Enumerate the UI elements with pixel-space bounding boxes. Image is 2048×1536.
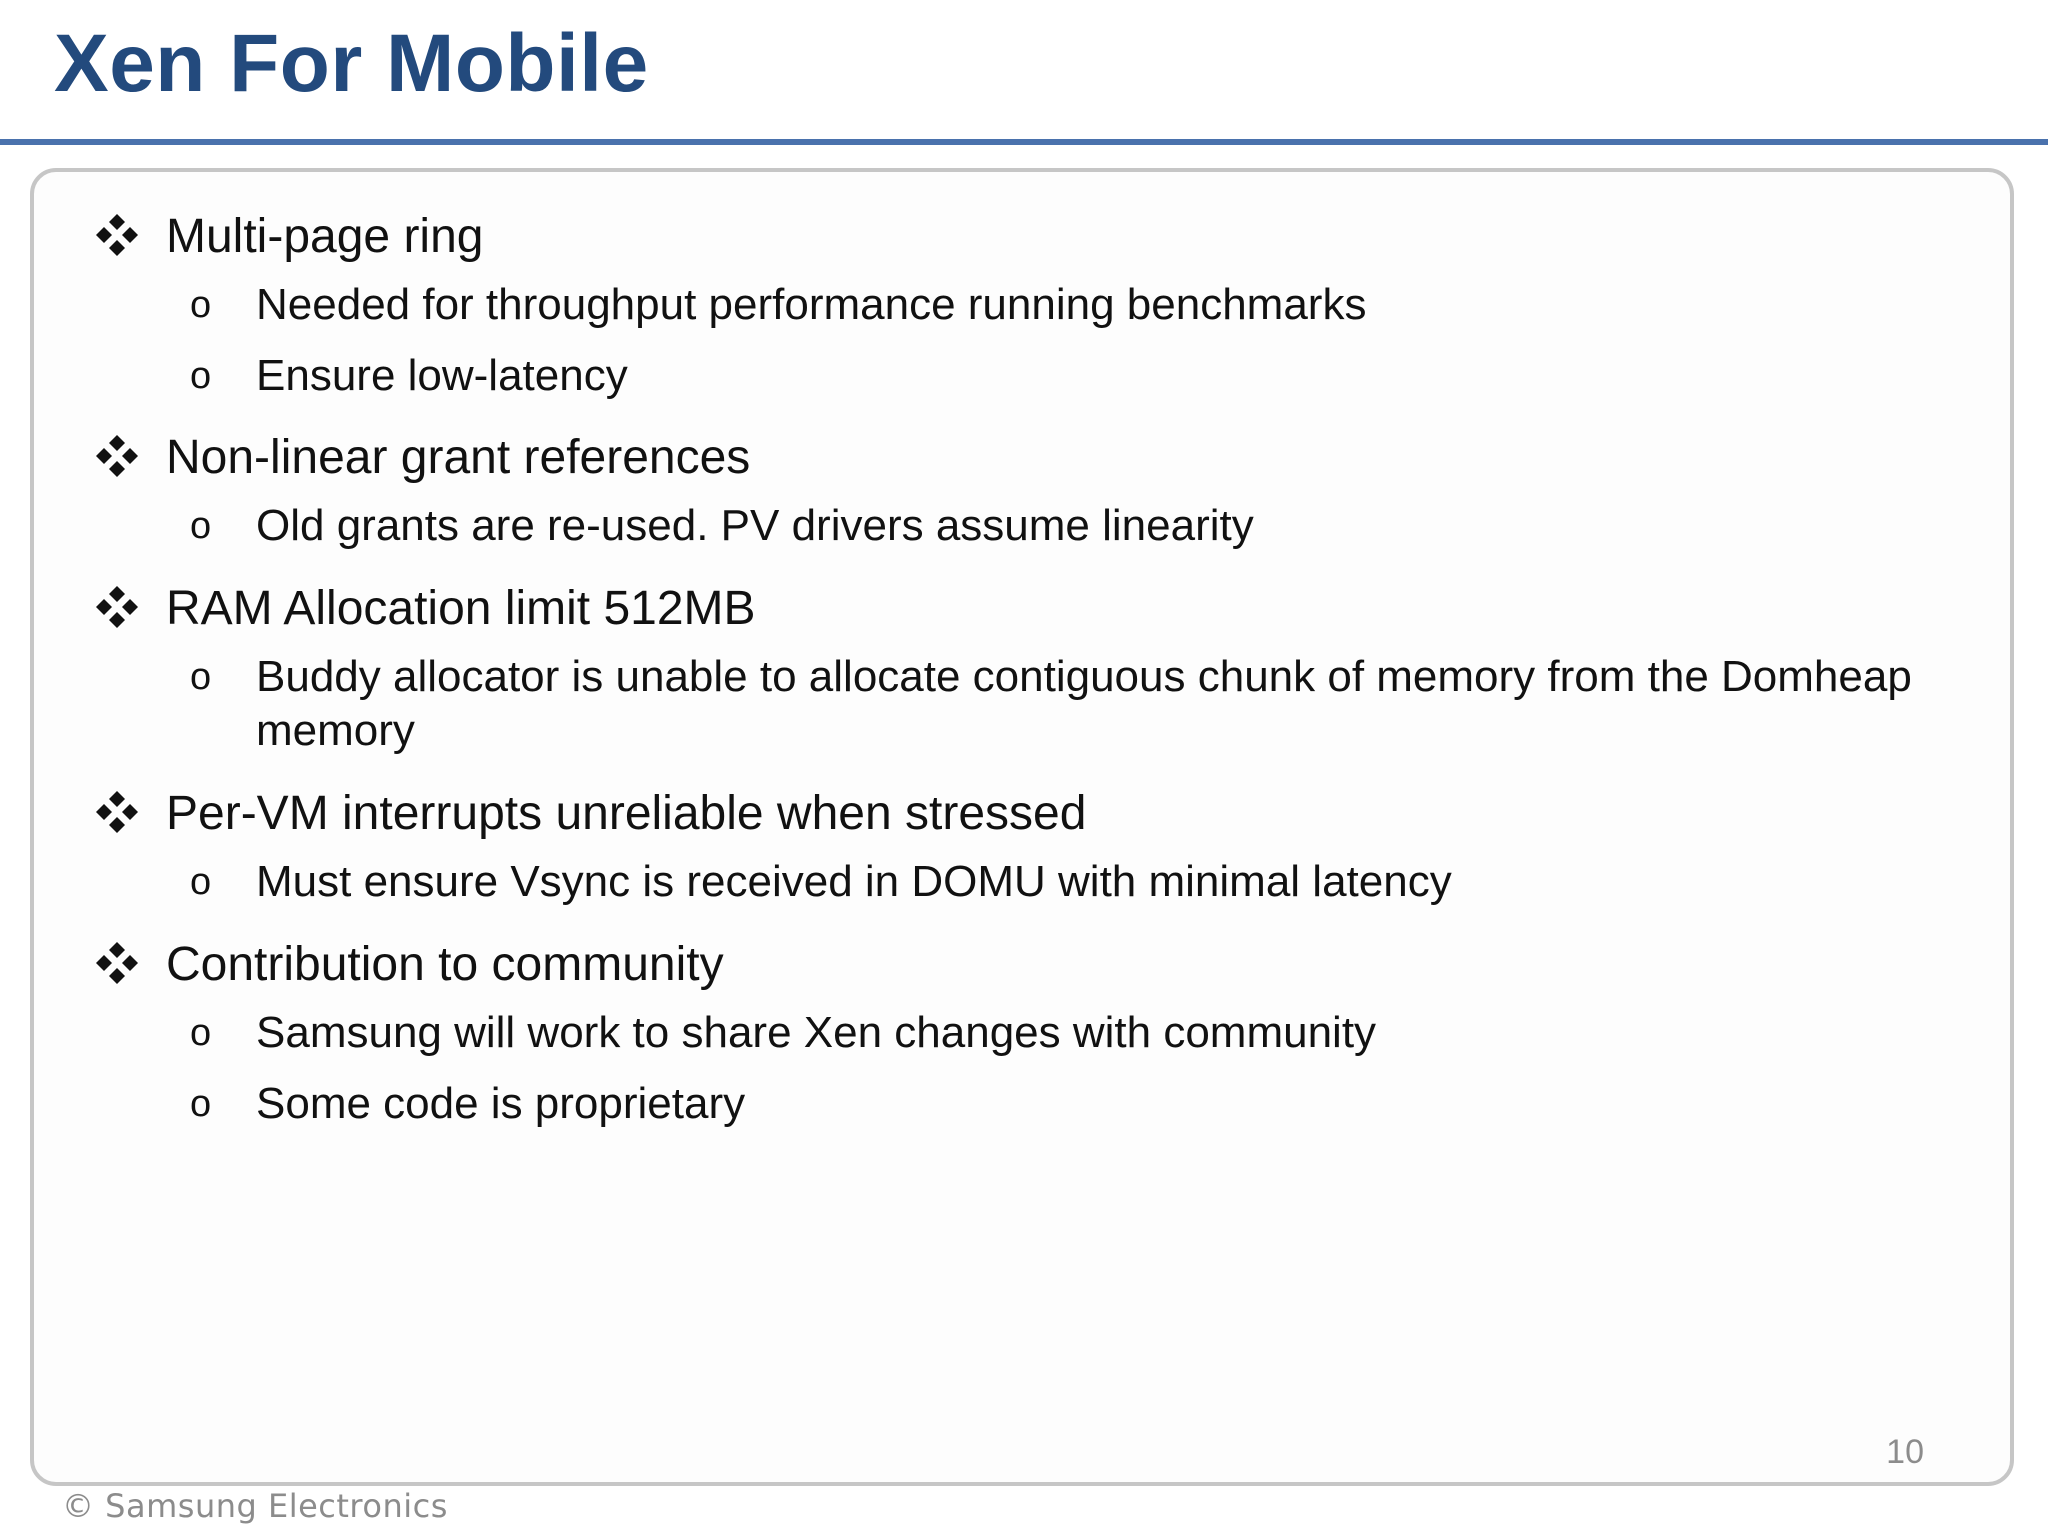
sub-bullet-marker: o xyxy=(190,284,212,326)
copyright-footer: © Samsung Electronics xyxy=(62,1487,448,1525)
bullet-label: Per-VM interrupts unreliable when stressed xyxy=(166,787,1087,840)
four-diamond-bullet-icon xyxy=(94,789,140,835)
bullet-item xyxy=(34,427,1994,489)
bullet-label: Contribution to community xyxy=(166,938,724,991)
sub-bullet-item xyxy=(34,278,1994,332)
sub-bullet-label: Old grants are re-used. PV drivers assume linearity xyxy=(256,501,1254,550)
content-panel xyxy=(30,168,2014,1486)
four-diamond-bullet-icon xyxy=(94,212,140,258)
sub-bullet-item xyxy=(34,1006,1994,1060)
sub-bullet-marker: o xyxy=(190,656,212,698)
sub-bullet-marker: o xyxy=(190,355,212,397)
sub-bullet-item xyxy=(34,650,1994,758)
sub-bullet-label: Buddy allocator is unable to allocate contiguous chunk of memory from the Domheap memory xyxy=(256,652,1912,755)
sub-bullet-item xyxy=(34,349,1994,403)
bullet-label: Non-linear grant references xyxy=(166,431,751,484)
sub-bullet-label: Must ensure Vsync is received in DOMU with minimal latency xyxy=(256,857,1452,906)
four-diamond-bullet-icon xyxy=(94,584,140,630)
sub-bullet-item xyxy=(34,1077,1994,1131)
bullet-item xyxy=(34,578,1994,640)
four-diamond-bullet-icon xyxy=(94,433,140,479)
sub-bullet-label: Ensure low-latency xyxy=(256,351,628,400)
bullet-label: RAM Allocation limit 512MB xyxy=(166,582,756,635)
title-divider xyxy=(0,139,2048,145)
bullet-item xyxy=(34,783,1994,845)
bullet-item xyxy=(34,934,1994,996)
bullet-item xyxy=(34,206,1994,268)
sub-bullet-marker: o xyxy=(190,861,212,903)
slide-title: Xen For Mobile xyxy=(54,18,649,109)
sub-bullet-marker: o xyxy=(190,1083,212,1125)
four-diamond-bullet-icon xyxy=(94,940,140,986)
page-number: 10 xyxy=(1886,1433,1924,1471)
sub-bullet-marker: o xyxy=(190,1012,212,1054)
sub-bullet-label: Some code is proprietary xyxy=(256,1079,746,1128)
sub-bullet-label: Needed for throughput performance running benchmarks xyxy=(256,280,1367,329)
sub-bullet-item xyxy=(34,499,1994,553)
sub-bullet-item xyxy=(34,855,1994,909)
sub-bullet-label: Samsung will work to share Xen changes with community xyxy=(256,1008,1377,1057)
sub-bullet-marker: o xyxy=(190,505,212,547)
bullet-label: Multi-page ring xyxy=(166,210,484,263)
